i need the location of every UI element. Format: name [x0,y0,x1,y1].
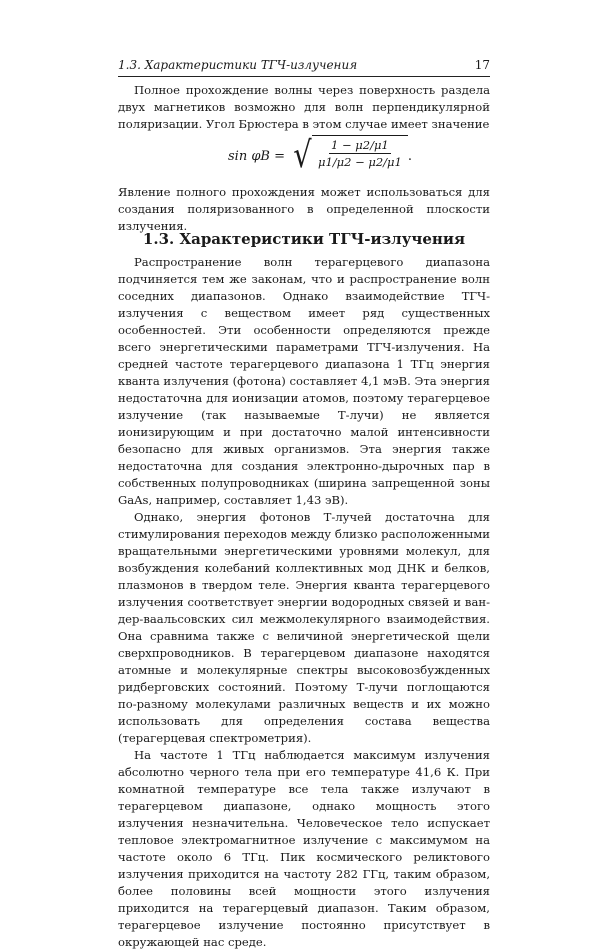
radical-sign-icon: √ [293,135,312,176]
square-root [291,135,408,177]
header-rule [118,76,490,77]
formula-lhs: sin φB = [228,148,286,164]
section-title: 1.3. Характеристики ТГЧ-излучения [142,230,466,248]
formula-fraction [316,138,404,169]
formula-denominator: μ1/μ2 − μ2/μ1 [317,155,402,169]
after-formula-paragraph: Явление полного прохождения может использоваться для создания поляризованного в определенной плоскости излучения. [118,185,490,233]
formula-numerator: 1 − μ2/μ1 [331,138,389,152]
running-head [118,58,490,72]
section-body [118,254,490,951]
after-formula-block [118,184,490,235]
page-number: 17 [474,58,490,72]
brewster-formula [228,132,412,180]
intro-paragraph: Полное прохождение волны через поверхность раздела двух магнетиков возможно для волн перпендикулярной поляризации. Угол Брюстера в этом случае имеет значение [118,83,490,131]
running-title: 1.3. Характеристики ТГЧ-излучения [118,58,358,72]
paragraph: На частоте 1 ТГц наблюдается максимум излучения абсолютно черного тела при его температуре 41,6 К. При комнатной температуре все тела также излучают в терагерцевом диапазоне, однако мощность этого излучения незначительна. Человеческое тело испускает тепловое электромагнитное излучение с максимумом на частоте около 6 ТГц. Пик космического реликтового излучения приходится на частоту 282 ГГц, таким образом, более половины всей мощности этого излучения приходится на терагерцевый диапазон. Таким образом, терагерцевое излучение постоянно присутствует в окружающей нас среде. [118,748,490,949]
formula-end: . [407,148,412,164]
paragraph: Распространение волн терагерцевого диапазона подчиняется тем же законам, что и распространение волн соседних диапазонов. Однако взаимодействие ТГЧ-излучения с веществом имеет ряд существенных особенностей. Эти особенности определяются прежде всего энергетическими параметрами ТГЧ-излучения. На средней частоте терагерцевого диапазона 1 ТГц энергия кванта излучения (фотона) составляет 4,1 мэВ. Эта энергия недостаточна для ионизации атомов, поэтому терагерцевое излучение (так называемые Т-лучи) не является ионизирующим и при достаточно малой интенсивности безопасно для живых организмов. Эта энергия также недостаточна для создания электронно-дырочных пар в собственных полупроводниках (ширина запрещенной зоны GaAs, например, составляет 1,43 эВ). [118,255,490,507]
intro-block [118,82,490,133]
paragraph: Однако, энергия фотонов Т-лучей достаточна для стимулирования переходов между близко расположенными вращательными энергетическими уровнями молекул, для возбуждения колебаний коллективных мод ДНК и белков, плазмонов в твердом теле. Энергия кванта терагерцевого излучения соответствует энергии водородных связей и ван-дер-ваальсовских сил межмолекулярного взаимодействия. Она сравнима также с величиной энергетической щели сверхпроводников. В терагерцевом диапазоне находятся атомные и молекулярные спектры высоковозбужденных ридберговских состояний. Поэтому Т-лучи поглощаются по-разному молекулами различных веществ и их можно использовать для определения состава вещества (терагерцевая спектрометрия). [118,510,490,745]
